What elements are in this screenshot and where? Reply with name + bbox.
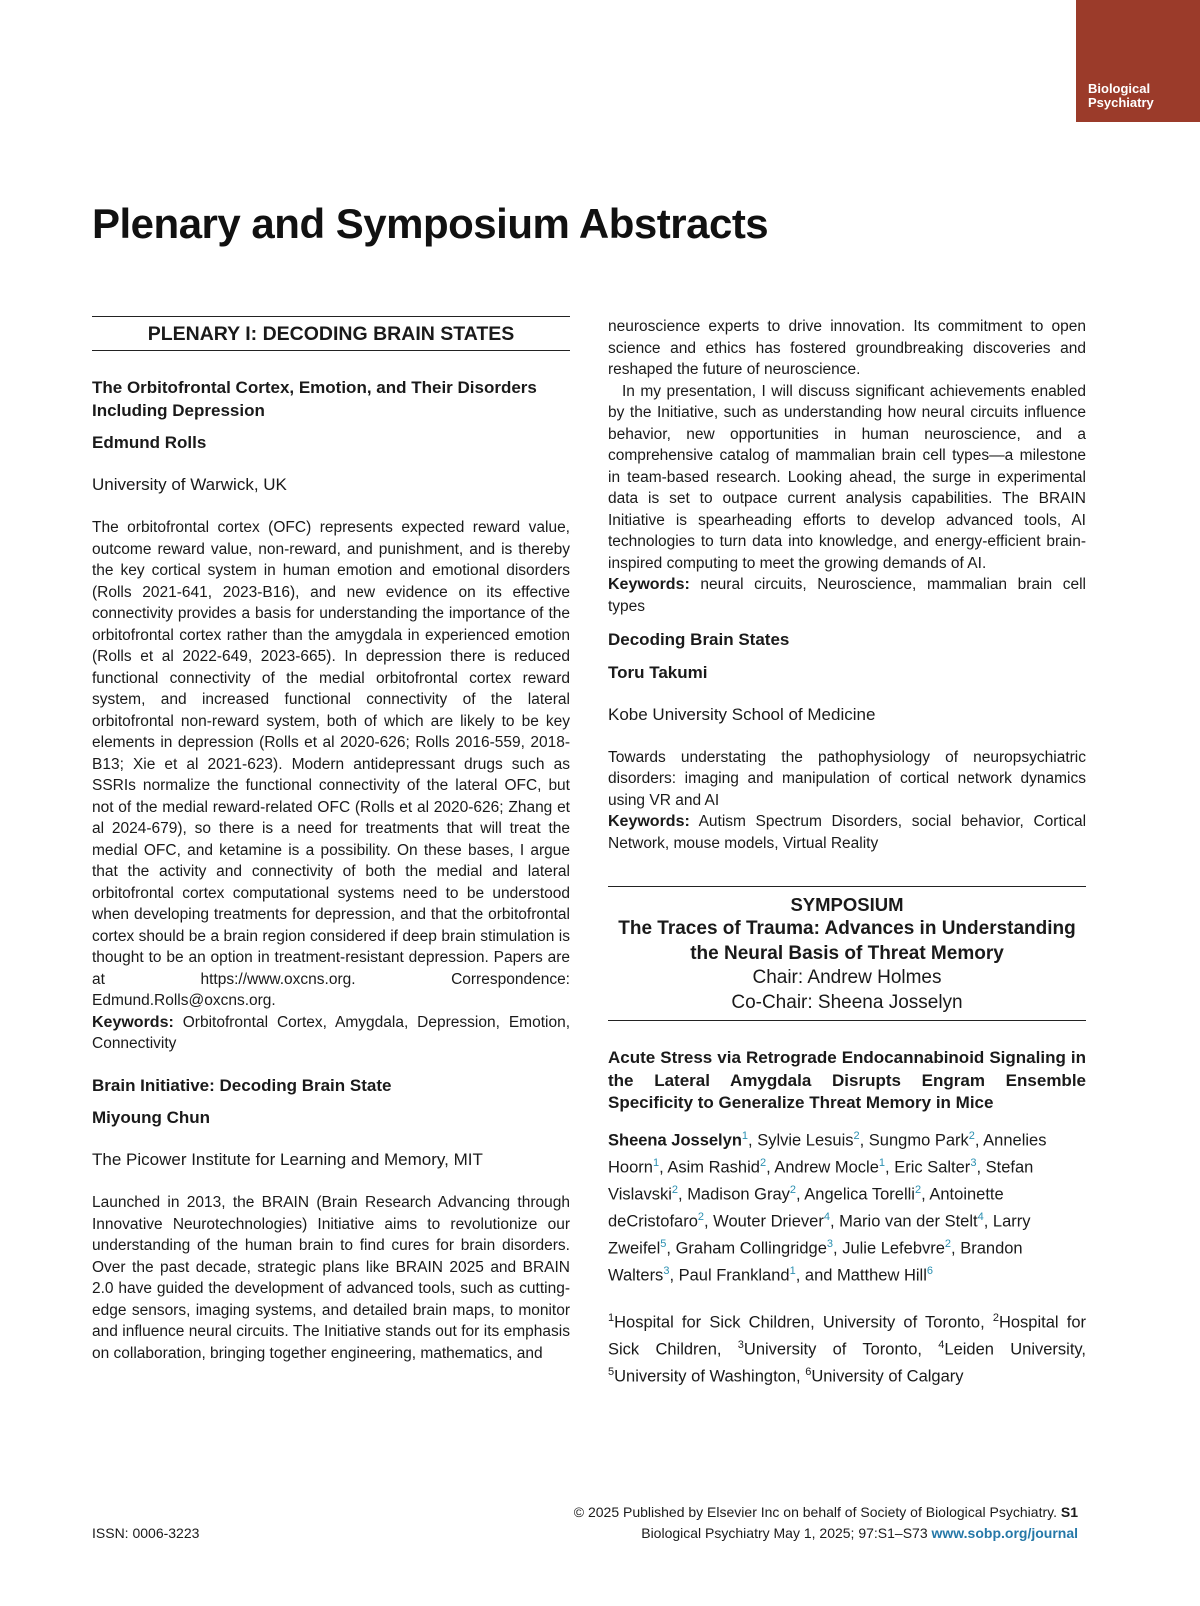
- abstract-affiliation: The Picower Institute for Learning and Memory, MIT: [92, 1150, 483, 1169]
- author-affiliation-marker: 2: [944, 1237, 952, 1250]
- author-affiliation-marker: 2: [853, 1129, 860, 1142]
- affiliation-marker: 2: [992, 1311, 999, 1324]
- author-name: Sylvie Lesuis: [757, 1131, 854, 1149]
- abstract-title: Decoding Brain States: [608, 630, 790, 649]
- abstract-body-continued: neuroscience experts to drive innovation. Its commitment to open science and ethics has fostered groundbreaking discoveries and reshaped the future of neuroscience. In my presentation, I will discuss significant achievements enabled by the Initiative, such as understanding how neural circuits influence behavior, new opportunities in human neuroscience, and a comprehensive catalog of mammalian brain cell types—a milestone in team-based research. Looking ahead, the surge in experimental data is set to outpace current analysis capabilities. The BRAIN Initiative is spearheading efforts to develop advanced tools, AI technologies to turn data into knowledge, and energy-efficient brain-inspired computing to meet the growing demands of AI.: [608, 318, 1086, 572]
- affiliation-marker: 6: [805, 1365, 812, 1378]
- author-affiliation-marker: 5: [660, 1237, 667, 1250]
- author-list: Sheena Josselyn$^1$, Sylvie Lesuis$^2$, Sungmo Park$^2$, Annelies Hoorn$^1$, Asim Rashid$^2$, Andrew Mocle$^1$, Eric Salter$^3$, Stefan Vislavski$^2$, Madison Gray$^2$, Angelica Torelli$^2$, Antoinette deCristofaro$^2$, Wouter Driever$^4$, Mario van der Stelt$^4$, Larry Zweifel$^5$, Graham Collingridge$^3$, Julie Lefebvre$^2$, Brandon Walters$^3$, Paul Frankland$^1$, and Matthew Hill$^6$: [608, 1129, 1047, 1284]
- abstract-author: Miyoung Chun: [92, 1108, 211, 1127]
- abstract-author: Toru Takumi: [608, 662, 708, 682]
- abstract-body: The orbitofrontal cortex (OFC) represents expected reward value, outcome reward value, non-reward, and punishment, and is thereby the key cortical system in human emotion and emotional disorders (Rolls 2021-641, 2023-B16), and new evidence on its effective connectivity provides a basis for understanding the importance of the orbitofrontal cortex rather than the amygdala in experienced emotion (Rolls et al 2022-649, 2023-665). In depression there is reduced functional connectivity of the medial orbitofrontal cortex reward system, and increased functional connectivity of the lateral orbitofrontal non-reward system, both of which are likely to be key elements in depression (Rolls et al 2020-626; Rolls 2016-559, 2018-B13; Xie et al 2021-623). Modern antidepressant drugs such as SSRIs normalize the functional connectivity of the lateral OFC, but not of the medial reward-related OFC (Rolls et al 2020-626; Zhang et al 2024-679), so there is a need for treatments that will treat the medial OFC, and ketamine is a possibility. On these bases, I argue that the activity and connectivity of both the medial and lateral orbitofrontal cortex computational systems need to be understood when developing treatments for depression, and that the orbitofrontal cortex should be a brain region considered if deep brain stimulation is thought to be an option in treatment-resistant depression. Papers are at https://www.oxcns.org. Correspondence: Edmund.Rolls@oxcns.org.: [92, 519, 570, 1009]
- abstract-author: Edmund Rolls: [92, 433, 207, 452]
- author-name: Andrew Mocle: [774, 1158, 879, 1176]
- affiliation-text: University of Washington,: [614, 1367, 806, 1385]
- abstract-body: Towards understating the pathophysiology of neuropsychiatric disorders: imaging and manipulation of cortical network dynamics using VR and AI: [608, 748, 1086, 809]
- abstract-title: Acute Stress via Retrograde Endocannabinoid Signaling in the Lateral Amygdala Disrupts Engram Ensemble Specificity to Generalize Threat Memory in Mice: [608, 1048, 1086, 1112]
- author-name: Madison Gray: [687, 1185, 790, 1203]
- author-name: Sheena Josselyn: [608, 1131, 742, 1149]
- author-affiliation-marker: 3: [826, 1237, 834, 1250]
- affiliation-marker: 1: [608, 1311, 615, 1324]
- author-name: Julie Lefebvre: [842, 1239, 945, 1257]
- abstract-title: The Orbitofrontal Cortex, Emotion, and Their Disorders Including Depression: [92, 378, 537, 420]
- author-affiliation-marker: 2: [914, 1183, 922, 1196]
- author-affiliation-marker: 1: [878, 1156, 886, 1169]
- author-affiliation-marker: 2: [789, 1183, 797, 1196]
- issn: ISSN: 0006-3223: [92, 1525, 200, 1541]
- affiliation-marker: 5: [608, 1365, 615, 1378]
- symposium-title: The Traces of Trauma: Advances in Understanding the Neural Basis of Threat Memory: [618, 918, 1076, 964]
- right-column: [608, 316, 1086, 1388]
- symposium-header: [608, 886, 1086, 1021]
- abstract-keywords: Keywords: neural circuits, Neuroscience, mammalian brain cell types: [608, 576, 1087, 615]
- author-name: Paul Frankland: [678, 1266, 790, 1284]
- author-affiliation-marker: 2: [697, 1210, 704, 1223]
- author-name: Larry Zweifel: [608, 1212, 1031, 1257]
- author-affiliation-marker: 1: [789, 1264, 796, 1277]
- symposium-label: SYMPOSIUM: [790, 894, 904, 915]
- author-name: Mario van der Stelt: [839, 1212, 978, 1230]
- author-affiliation-marker: 4: [977, 1210, 984, 1223]
- abstract-title: Brain Initiative: Decoding Brain State: [92, 1075, 392, 1095]
- author-affiliation-marker: 4: [823, 1210, 830, 1223]
- journal-url-link[interactable]: www.sobp.org/journal: [931, 1525, 1078, 1541]
- abstract-body: Launched in 2013, the BRAIN (Brain Research Advancing through Innovative Neurotechnologies) Initiative aims to revolutionize our understanding of the human brain to find cures for brain disorders. Over the past decade, strategic plans like BRAIN 2025 and BRAIN 2.0 have guided the development of advanced tools, such as cutting-edge sensors, imaging systems, and detailed brain maps, to monitor and influence neural circuits. The Initiative stands out for its emphasis on collaboration, bringing together engineering, mathematics, and: [92, 1194, 570, 1362]
- symposium-cochair: Co-Chair: Sheena Josselyn: [731, 991, 963, 1013]
- author-affiliation-marker: 2: [671, 1183, 679, 1196]
- author-name: Eric Salter: [894, 1158, 971, 1176]
- author-affiliation-marker: 3: [970, 1156, 977, 1169]
- affiliation-text: Leiden University,: [944, 1340, 1087, 1358]
- author-affiliation-marker: 6: [926, 1264, 933, 1277]
- symposium-chair: Chair: Andrew Holmes: [752, 967, 942, 988]
- author-name: Antoinette deCristofaro: [608, 1185, 1004, 1230]
- journal-citation: Biological Psychiatry May 1, 2025; 97:S1–S73: [641, 1525, 928, 1541]
- author-affiliation-marker: 3: [663, 1264, 670, 1277]
- affiliation-text: Hospital for Sick Children,: [608, 1313, 1086, 1358]
- author-name: Graham Collingridge: [675, 1239, 827, 1257]
- author-name: Stefan Vislavski: [608, 1158, 1034, 1203]
- abstract-keywords: Keywords: Autism Spectrum Disorders, social behavior, Cortical Network, mouse models, Virtual Reality: [608, 813, 1087, 852]
- affiliation-text: University of Toronto,: [743, 1340, 939, 1358]
- author-name: Matthew Hill: [837, 1266, 927, 1284]
- author-affiliation-marker: 2: [759, 1156, 767, 1169]
- abstract-keywords: Keywords: Orbitofrontal Cortex, Amygdala, Depression, Emotion, Connectivity: [92, 1013, 570, 1052]
- section-heading: PLENARY I: DECODING BRAIN STATES: [92, 316, 570, 351]
- author-name: Brandon Walters: [608, 1239, 1023, 1284]
- author-affiliation-marker: 1: [741, 1129, 749, 1142]
- page-title: Plenary and Symposium Abstracts: [92, 200, 769, 247]
- affiliation-text: University of Calgary: [811, 1367, 964, 1385]
- affiliation-marker: 4: [938, 1338, 945, 1351]
- author-name: Asim Rashid: [667, 1158, 760, 1176]
- affiliation-list: [608, 1307, 1086, 1388]
- author-name: Wouter Driever: [713, 1212, 824, 1230]
- author-affiliation-marker: 1: [652, 1156, 660, 1169]
- page-number: S1: [1060, 1504, 1078, 1520]
- abstract-affiliation: University of Warwick, UK: [92, 475, 287, 494]
- left-column: [92, 316, 570, 1364]
- abstract-affiliation: Kobe University School of Medicine: [608, 704, 876, 724]
- journal-brand-tab: [1076, 0, 1200, 122]
- affiliation-text: Hospital for Sick Children, University of Toronto,: [614, 1313, 993, 1331]
- author-name: Sungmo Park: [868, 1131, 969, 1149]
- author-name: Angelica Torelli: [804, 1185, 915, 1203]
- author-affiliation-marker: 2: [968, 1129, 975, 1142]
- journal-brand-label: Biological Psychiatry: [1088, 81, 1154, 110]
- footer-copyright: © 2025 Published by Elsevier Inc on behalf of Society of Biological Psychiatry. S1: [573, 1504, 1078, 1520]
- author-name: Annelies Hoorn: [608, 1131, 1047, 1176]
- affiliation-marker: 3: [737, 1338, 744, 1351]
